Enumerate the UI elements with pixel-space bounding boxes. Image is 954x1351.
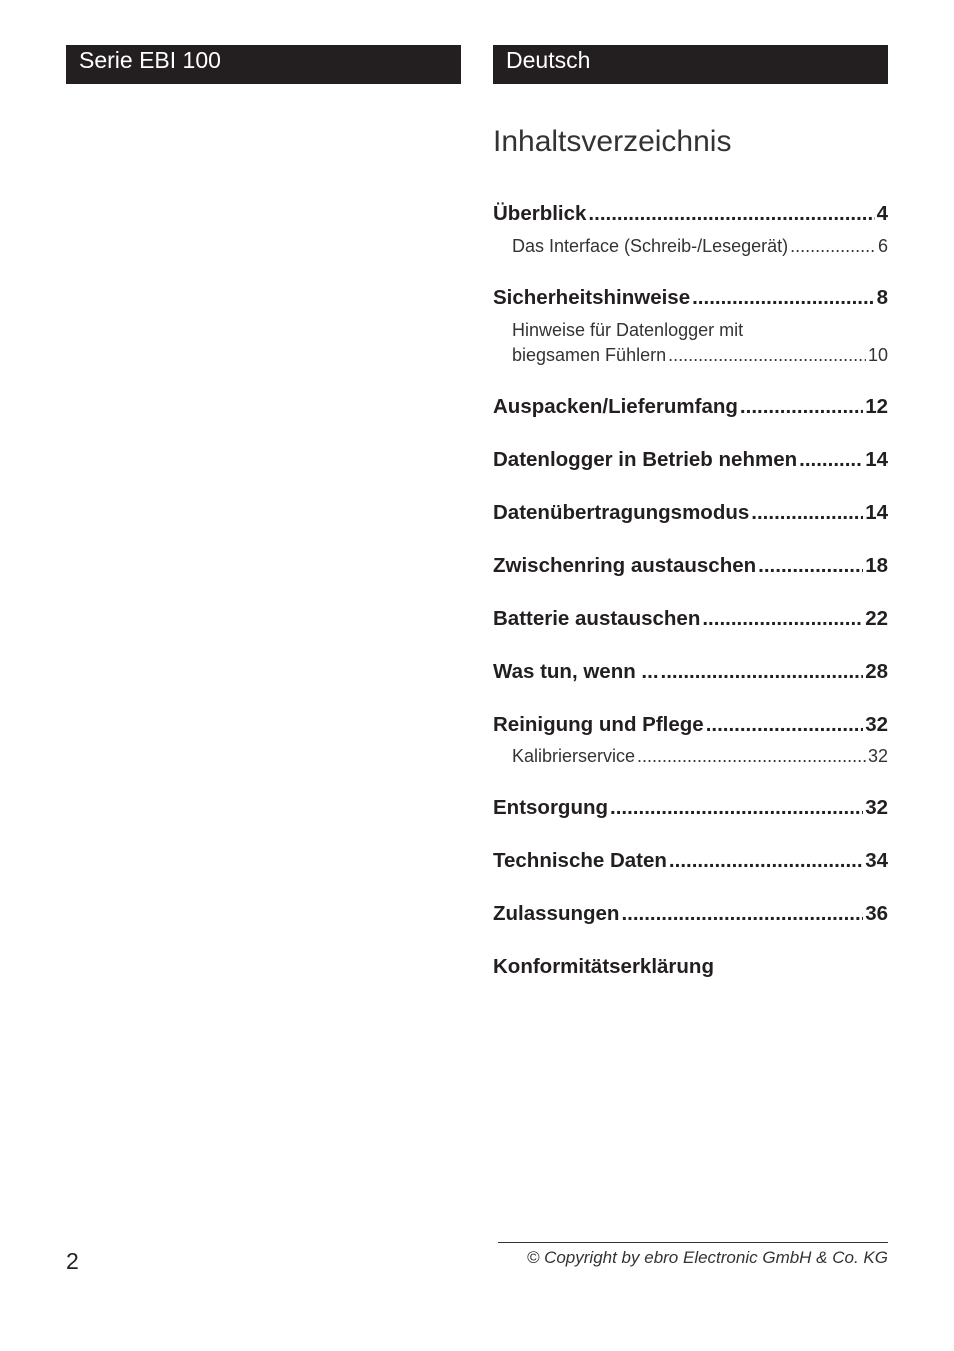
page-title: Inhaltsverzeichnis [493,125,732,158]
toc-entry-inbetriebnahme[interactable]: Datenlogger in Betrieb nehmen ..... 14 [493,448,888,472]
page-number: 2 [66,1248,79,1274]
language-label: Deutsch [506,47,591,73]
toc-entry-technische-daten[interactable]: Technische Daten ..... 34 [493,849,888,873]
toc-entry-sicherheitshinweise[interactable]: Sicherheitshinweise ..... 8 [493,286,888,310]
toc-entry-kalibrierservice[interactable]: Kalibrierservice ..... 32 [512,746,888,767]
toc-entry-reinigung[interactable]: Reinigung und Pflege ..... 32 [493,713,888,737]
toc-entry-batterie[interactable]: Batterie austauschen ..... 22 [493,607,888,631]
series-title: Serie EBI 100 [79,47,221,73]
toc-entry-was-tun[interactable]: Was tun, wenn ... ..... 28 [493,660,888,684]
toc-entry-ueberblick[interactable]: Überblick ..... 4 [493,202,888,226]
toc-entry-hinweise[interactable]: biegsamen Fühlern ..... 10 [512,345,888,366]
toc-entry-interface[interactable]: Das Interface (Schreib-/Lesegerät) ..... 6 [512,236,888,257]
footer-divider [498,1242,888,1243]
copyright-notice: © Copyright by ebro Electronic GmbH & Co. KG [526,1248,888,1267]
toc-entry-auspacken[interactable]: Auspacken/Lieferumfang ..... 12 [493,395,888,419]
series-header-bar [66,45,461,84]
language-header-bar [493,45,888,84]
toc-entry-konformitaet[interactable]: Konformitätserklärung [493,955,714,978]
toc-entry-datenuebertragung[interactable]: Datenübertragungsmodus ..... 14 [493,501,888,525]
toc-entry-zwischenring[interactable]: Zwischenring austauschen ..... 18 [493,554,888,578]
toc-entry-zulassungen[interactable]: Zulassungen ..... 36 [493,902,888,926]
toc-entry-entsorgung[interactable]: Entsorgung ..... 32 [493,796,888,820]
toc-entry-hinweise-line1[interactable]: Hinweise für Datenlogger mit [512,320,744,340]
